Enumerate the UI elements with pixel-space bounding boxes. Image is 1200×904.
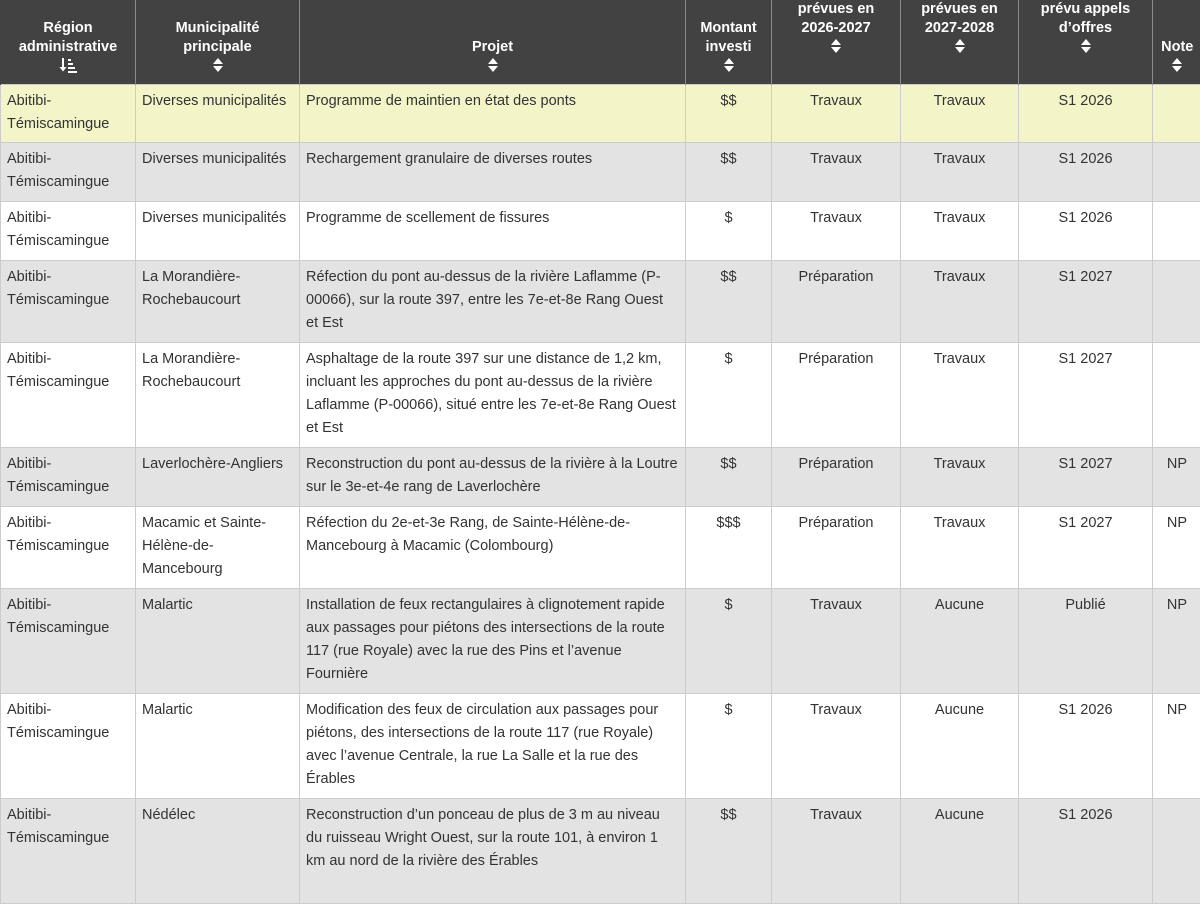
cell-act2026: Travaux [772, 202, 901, 261]
table-row[interactable] [1, 799, 1200, 904]
cell-note [1153, 799, 1200, 904]
cell-lancement: Publié [1019, 589, 1153, 694]
cell-act2026: Préparation [772, 448, 901, 507]
cell-act2026: Préparation [772, 507, 901, 589]
cell-note: NP [1153, 589, 1200, 694]
cell-act2027: Travaux [901, 202, 1019, 261]
cell-note: NP [1153, 507, 1200, 589]
table-row[interactable] [1, 202, 1200, 261]
cell-lancement: S1 2027 [1019, 343, 1153, 448]
cell-region: Abitibi-Témiscamingue [1, 589, 136, 694]
cell-note [1153, 202, 1200, 261]
cell-lancement: S1 2026 [1019, 799, 1153, 904]
column-header-label: Projet [304, 38, 681, 57]
cell-note: NP [1153, 694, 1200, 799]
cell-municipalite: Diverses municipalités [136, 202, 300, 261]
cell-region: Abitibi-Témiscamingue [1, 448, 136, 507]
cell-projet: Réfection du 2e-et-3e Rang, de Sainte-Hélène-de-Mancebourg à Macamic (Colombourg) [300, 507, 686, 589]
cell-act2027: Aucune [901, 799, 1019, 904]
cell-projet: Reconstruction d’un ponceau de plus de 3 m au niveau du ruisseau Wright Ouest, sur la route 101, à environ 1 km au nord de la rivière des Érables [300, 799, 686, 904]
cell-note [1153, 343, 1200, 448]
cell-lancement: S1 2026 [1019, 694, 1153, 799]
cell-act2027: Aucune [901, 589, 1019, 694]
cell-act2027: Travaux [901, 448, 1019, 507]
cell-municipalite: Diverses municipalités [136, 143, 300, 202]
cell-montant: $$$ [686, 507, 772, 589]
cell-projet: Reconstruction du pont au-dessus de la rivière à la Loutre sur le 3e-et-4e rang de Laverlochère [300, 448, 686, 507]
column-header-label: principale [140, 38, 295, 57]
column-header-label: administrative [5, 38, 131, 57]
column-header-label: prévu appels [1023, 0, 1148, 19]
table-row[interactable] [1, 507, 1200, 589]
cell-region: Abitibi-Témiscamingue [1, 507, 136, 589]
column-header-note[interactable] [1153, 0, 1200, 85]
column-header-label: 2026-2027 [776, 19, 896, 38]
column-header-label: investi [690, 38, 767, 57]
cell-montant: $ [686, 202, 772, 261]
cell-region: Abitibi-Témiscamingue [1, 799, 136, 904]
cell-act2026: Travaux [772, 143, 901, 202]
column-header-region[interactable] [1, 0, 136, 85]
cell-municipalite: Laverlochère-Angliers [136, 448, 300, 507]
cell-lancement: S1 2027 [1019, 448, 1153, 507]
column-header-label: Montant [690, 19, 767, 38]
table-row[interactable] [1, 589, 1200, 694]
sort-both-icon[interactable] [690, 57, 767, 74]
cell-lancement: S1 2027 [1019, 261, 1153, 343]
cell-projet: Asphaltage de la route 397 sur une distance de 1,2 km, incluant les approches du pont au-dessus de la rivière Laflamme (P-00066), situé entre les 7e-et-8e Rang Ouest et Est [300, 343, 686, 448]
cell-lancement: S1 2026 [1019, 85, 1153, 143]
cell-projet: Rechargement granulaire de diverses routes [300, 143, 686, 202]
cell-act2026: Travaux [772, 589, 901, 694]
table-body [1, 85, 1200, 904]
cell-note [1153, 143, 1200, 202]
cell-lancement: S1 2027 [1019, 507, 1153, 589]
cell-municipalite: Nédélec [136, 799, 300, 904]
cell-act2027: Travaux [901, 507, 1019, 589]
cell-act2027: Travaux [901, 143, 1019, 202]
table-header-row [1, 0, 1200, 85]
column-header-label: prévues en [776, 0, 896, 19]
table-row[interactable] [1, 143, 1200, 202]
column-header-municipalite[interactable] [136, 0, 300, 85]
cell-montant: $ [686, 343, 772, 448]
cell-note: NP [1153, 448, 1200, 507]
cell-note [1153, 85, 1200, 143]
cell-municipalite: Malartic [136, 589, 300, 694]
cell-montant: $ [686, 589, 772, 694]
cell-montant: $$ [686, 85, 772, 143]
cell-region: Abitibi-Témiscamingue [1, 343, 136, 448]
column-header-act2026[interactable] [772, 0, 901, 85]
column-header-label: 2027-2028 [905, 19, 1014, 38]
cell-municipalite: La Morandière-Rochebaucourt [136, 343, 300, 448]
cell-region: Abitibi-Témiscamingue [1, 261, 136, 343]
cell-municipalite: Malartic [136, 694, 300, 799]
sort-both-icon[interactable] [776, 38, 896, 55]
cell-projet: Programme de scellement de fissures [300, 202, 686, 261]
table-row[interactable] [1, 261, 1200, 343]
column-header-projet[interactable] [300, 0, 686, 85]
table-row[interactable] [1, 694, 1200, 799]
sort-both-icon[interactable] [1023, 38, 1148, 55]
column-header-montant[interactable] [686, 0, 772, 85]
cell-region: Abitibi-Témiscamingue [1, 694, 136, 799]
cell-projet: Programme de maintien en état des ponts [300, 85, 686, 143]
cell-region: Abitibi-Témiscamingue [1, 85, 136, 143]
sort-alpha-asc-icon[interactable] [5, 57, 131, 74]
cell-act2027: Aucune [901, 694, 1019, 799]
cell-act2026: Préparation [772, 261, 901, 343]
cell-municipalite: Macamic et Sainte-Hélène-de-Mancebourg [136, 507, 300, 589]
cell-act2027: Travaux [901, 261, 1019, 343]
column-header-label: Région [5, 19, 131, 38]
cell-municipalite: Diverses municipalités [136, 85, 300, 143]
cell-lancement: S1 2026 [1019, 202, 1153, 261]
column-header-act2027[interactable] [901, 0, 1019, 85]
column-header-label: Municipalité [140, 19, 295, 38]
column-header-label: d’offres [1023, 19, 1148, 38]
cell-montant: $$ [686, 448, 772, 507]
cell-region: Abitibi-Témiscamingue [1, 143, 136, 202]
cell-montant: $ [686, 694, 772, 799]
cell-act2027: Travaux [901, 85, 1019, 143]
cell-act2026: Travaux [772, 694, 901, 799]
cell-region: Abitibi-Témiscamingue [1, 202, 136, 261]
column-header-label: prévues en [905, 0, 1014, 19]
sort-both-icon[interactable] [905, 38, 1014, 55]
cell-lancement: S1 2026 [1019, 143, 1153, 202]
cell-montant: $$ [686, 799, 772, 904]
column-header-lancement[interactable] [1019, 0, 1153, 85]
cell-note [1153, 261, 1200, 343]
cell-projet: Réfection du pont au-dessus de la rivière Laflamme (P-00066), sur la route 397, entre les 7e-et-8e Rang Ouest et Est [300, 261, 686, 343]
table-row[interactable] [1, 85, 1200, 143]
sort-both-icon[interactable] [140, 57, 295, 74]
sort-both-icon[interactable] [1157, 57, 1198, 74]
cell-municipalite: La Morandière-Rochebaucourt [136, 261, 300, 343]
cell-montant: $$ [686, 143, 772, 202]
cell-projet: Modification des feux de circulation aux passages pour piétons, des intersections de la route 117 (rue Royale) avec l’avenue Centrale, la rue La Salle et la rue des Érables [300, 694, 686, 799]
cell-projet: Installation de feux rectangulaires à clignotement rapide aux passages pour piétons des intersections de la route 117 (rue Royale) avec la rue des Pins et l’avenue Fournière [300, 589, 686, 694]
cell-act2026: Travaux [772, 85, 901, 143]
cell-montant: $$ [686, 261, 772, 343]
sort-both-icon[interactable] [304, 57, 681, 74]
table-row[interactable] [1, 343, 1200, 448]
column-header-label: Note [1157, 38, 1198, 57]
cell-act2026: Préparation [772, 343, 901, 448]
cell-act2026: Travaux [772, 799, 901, 904]
table-row[interactable] [1, 448, 1200, 507]
cell-act2027: Travaux [901, 343, 1019, 448]
